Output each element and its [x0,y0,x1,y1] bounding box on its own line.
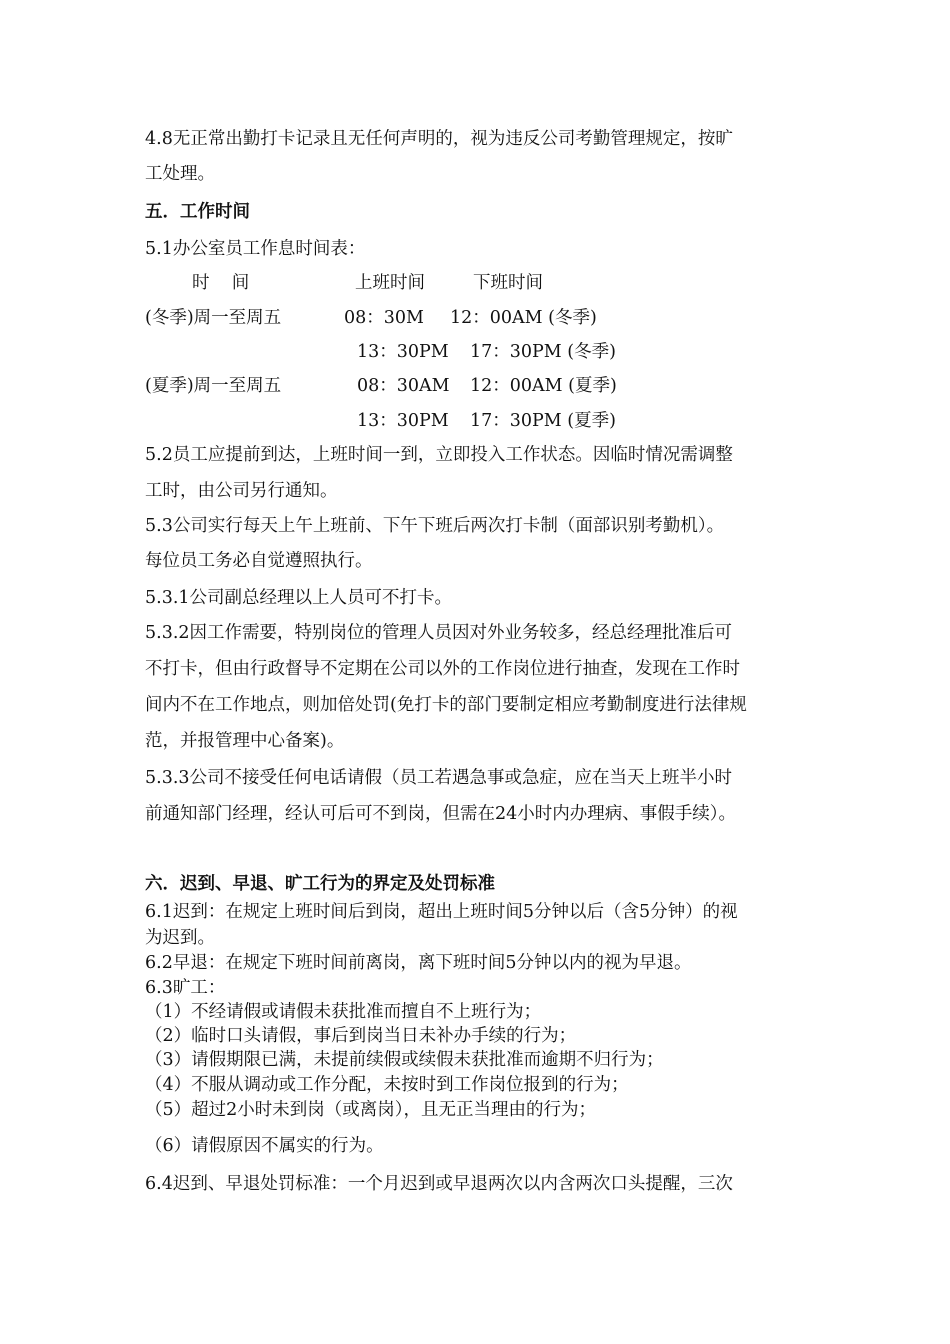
paragraph-5-2-line1: 5.2员工应提前到达，上班时间一到，立即投入工作状态。因临时情况需调整 [145,445,733,465]
list-item: （3）请假期限已满，未提前续假或续假未获批准而逾期不归行为； [145,1050,664,1070]
paragraph-6-3: 6.3旷工： [145,978,226,998]
table-cell-end: 12：00AM (冬季) [450,308,597,328]
paragraph-4-8-line2: 工处理。 [145,164,215,184]
list-item: （4）不服从调动或工作分配，未按时到工作岗位报到的行为； [145,1075,629,1095]
table-cell-start: 08：30AM [357,376,450,396]
paragraph-5-3-3-line2: 前通知部门经理，经认可后可不到岗，但需在24小时内办理病、事假手续）。 [145,804,737,824]
section-5-heading: 五．工作时间 [145,202,250,222]
table-header-time: 时 间 [192,273,250,293]
paragraph-5-3-line1: 5.3公司实行每天上午上班前、下午下班后两次打卡制（面部识别考勤机）。 [145,516,725,536]
table-cell-start: 13：30PM [357,411,449,431]
paragraph-6-1-line1: 6.1迟到：在规定上班时间后到岗，超出上班时间5分钟以后（含5分钟）的视 [145,902,738,922]
paragraph-5-2-line2: 工时，由公司另行通知。 [145,481,338,501]
paragraph-6-2: 6.2早退：在规定下班时间前离岗，离下班时间5分钟以内的视为早退。 [145,953,692,973]
table-cell-period: (夏季)周一至周五 [145,376,282,396]
paragraph-6-1-line2: 为迟到。 [145,928,215,948]
paragraph-5-3-1: 5.3.1公司副总经理以上人员可不打卡。 [145,588,453,608]
list-item: （2）临时口头请假，事后到岗当日未补办手续的行为； [145,1026,577,1046]
table-cell-end: 17：30PM (夏季) [470,411,616,431]
section-6-heading: 六．迟到、早退、旷工行为的界定及处罚标准 [145,874,495,894]
paragraph-5-3-3-line1: 5.3.3公司不接受任何电话请假（员工若遇急事或急症，应在当天上班半小时 [145,768,733,788]
table-cell-start: 08：30M [344,308,424,328]
list-item: （6）请假原因不属实的行为。 [145,1136,384,1156]
paragraph-5-1: 5.1办公室员工作息时间表： [145,239,366,259]
table-cell-start: 13：30PM [357,342,449,362]
paragraph-5-3-2-line3: 间内不在工作地点，则加倍处罚(免打卡的部门要制定相应考勤制度进行法律规 [145,695,747,715]
table-cell-period: (冬季)周一至周五 [145,308,282,328]
table-header-end: 下班时间 [473,273,543,293]
paragraph-6-4: 6.4迟到、早退处罚标准：一个月迟到或早退两次以内含两次口头提醒，三次 [145,1174,733,1194]
list-item: （1）不经请假或请假未获批准而擅自不上班行为； [145,1002,542,1022]
table-cell-end: 17：30PM (冬季) [470,342,616,362]
paragraph-5-3-line2: 每位员工务必自觉遵照执行。 [145,551,373,571]
table-header-start: 上班时间 [355,273,425,293]
paragraph-4-8-line1: 4.8无正常出勤打卡记录且无任何声明的，视为违反公司考勤管理规定，按旷 [145,129,733,149]
paragraph-5-3-2-line2: 不打卡，但由行政督导不定期在公司以外的工作岗位进行抽查，发现在工作时 [145,659,740,679]
list-item: （5）超过2小时未到岗（或离岗），且无正当理由的行为； [145,1100,597,1120]
table-cell-end: 12：00AM (夏季) [470,376,617,396]
paragraph-5-3-2-line1: 5.3.2因工作需要，特别岗位的管理人员因对外业务较多，经总经理批准后可 [145,623,733,643]
paragraph-5-3-2-line4: 范，并报管理中心备案)。 [145,731,345,751]
